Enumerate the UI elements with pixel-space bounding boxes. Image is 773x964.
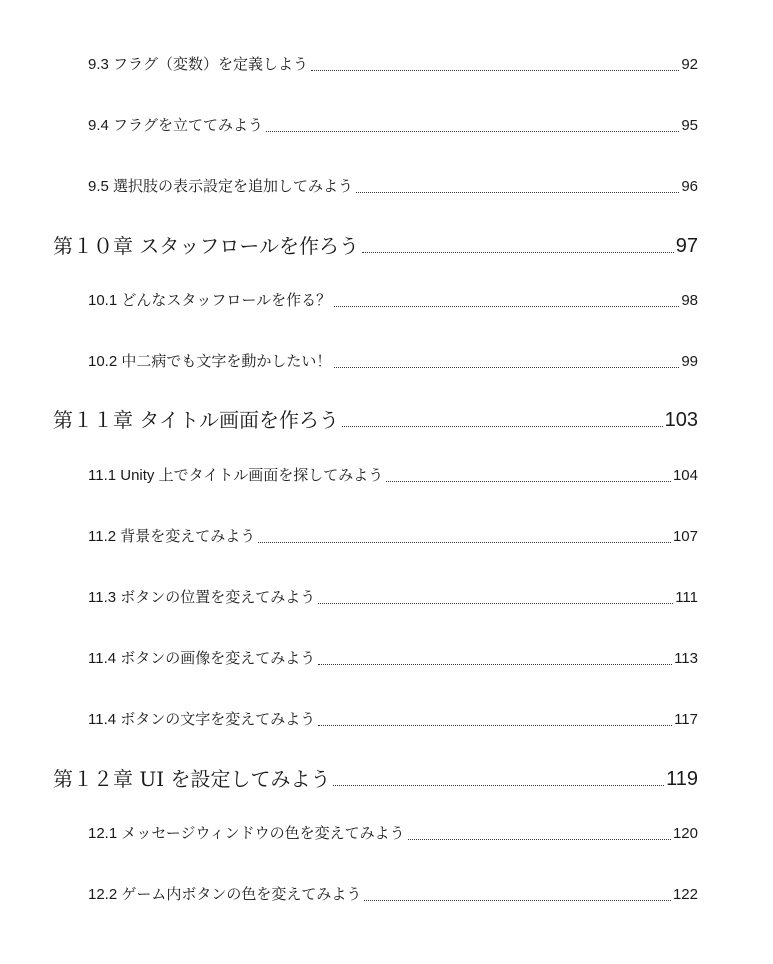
toc-page-number: 92 <box>681 56 698 73</box>
toc-page-number: 95 <box>681 117 698 134</box>
toc-page-number: 99 <box>681 353 698 370</box>
toc-entry-title: 11.1 Unity 上でタイトル画面を探してみよう <box>88 467 384 484</box>
toc-chapter-title: 第１０章 スタッフロールを作ろう <box>53 234 359 258</box>
toc-chapter-10[interactable] <box>53 234 698 258</box>
dot-leader <box>362 251 674 253</box>
dot-leader <box>311 69 679 71</box>
toc-entry-title: 9.4 フラグを立ててみよう <box>88 117 264 134</box>
dot-leader <box>334 366 679 368</box>
toc-page-number: 107 <box>672 528 698 545</box>
toc-entry-title: 9.3 フラグ（変数）を定義しよう <box>88 56 309 73</box>
dot-leader <box>334 305 679 307</box>
toc-page-number: 104 <box>672 467 698 484</box>
dot-leader <box>342 425 663 427</box>
toc-entry-11-1[interactable] <box>88 467 698 485</box>
toc-entry-12-2[interactable] <box>88 886 698 904</box>
toc-page-number: 122 <box>672 886 698 903</box>
toc-chapter-12[interactable] <box>53 767 698 791</box>
toc-page-number: 97 <box>675 235 698 257</box>
toc-entry-9-4[interactable] <box>88 117 698 135</box>
toc-entry-11-3[interactable] <box>88 589 698 607</box>
toc-entry-9-3[interactable] <box>88 56 698 74</box>
toc-page-number: 120 <box>672 825 698 842</box>
toc-page-number: 98 <box>681 292 698 309</box>
dot-leader <box>258 541 671 543</box>
toc-chapter-11[interactable] <box>53 408 698 432</box>
toc-entry-title: 12.2 ゲーム内ボタンの色を変えてみよう <box>88 886 362 903</box>
toc-page-number: 117 <box>674 711 698 728</box>
toc-entry-10-2[interactable] <box>88 353 698 371</box>
dot-leader <box>408 838 671 840</box>
toc-entry-12-1[interactable] <box>88 825 698 843</box>
toc-entry-11-2[interactable] <box>88 528 698 546</box>
toc-chapter-title: 第１２章 UI を設定してみよう <box>53 767 331 791</box>
dot-leader <box>386 480 671 482</box>
toc-page-number: 119 <box>666 768 698 790</box>
dot-leader <box>356 191 679 193</box>
toc-page-number: 111 <box>675 589 698 606</box>
toc-entry-title: 11.4 ボタンの文字を変えてみよう <box>88 711 316 728</box>
toc-entry-10-1[interactable] <box>88 292 698 310</box>
toc-entry-title: 11.3 ボタンの位置を変えてみよう <box>88 589 316 606</box>
toc-entry-11-4-image[interactable] <box>88 650 698 668</box>
toc-entry-9-5[interactable] <box>88 178 698 196</box>
dot-leader <box>318 602 673 604</box>
toc-entry-title: 11.2 背景を変えてみよう <box>88 528 256 545</box>
toc-entry-title: 12.1 メッセージウィンドウの色を変えてみよう <box>88 825 405 842</box>
toc-page-number: 96 <box>681 178 698 195</box>
dot-leader <box>318 663 672 665</box>
dot-leader <box>318 724 672 726</box>
toc-page-number: 103 <box>664 409 698 431</box>
toc-chapter-title: 第１１章 タイトル画面を作ろう <box>53 408 339 432</box>
toc-entry-11-4-text[interactable] <box>88 711 698 729</box>
toc-page-number: 113 <box>674 650 698 667</box>
dot-leader <box>364 899 671 901</box>
toc-entry-title: 9.5 選択肢の表示設定を追加してみよう <box>88 178 354 195</box>
toc-entry-title: 10.1 どんなスタッフロールを作る？ <box>88 292 332 309</box>
dot-leader <box>266 130 679 132</box>
dot-leader <box>333 784 664 786</box>
toc-entry-title: 10.2 中二病でも文字を動かしたい！ <box>88 353 332 370</box>
toc-entry-title: 11.4 ボタンの画像を変えてみよう <box>88 650 316 667</box>
